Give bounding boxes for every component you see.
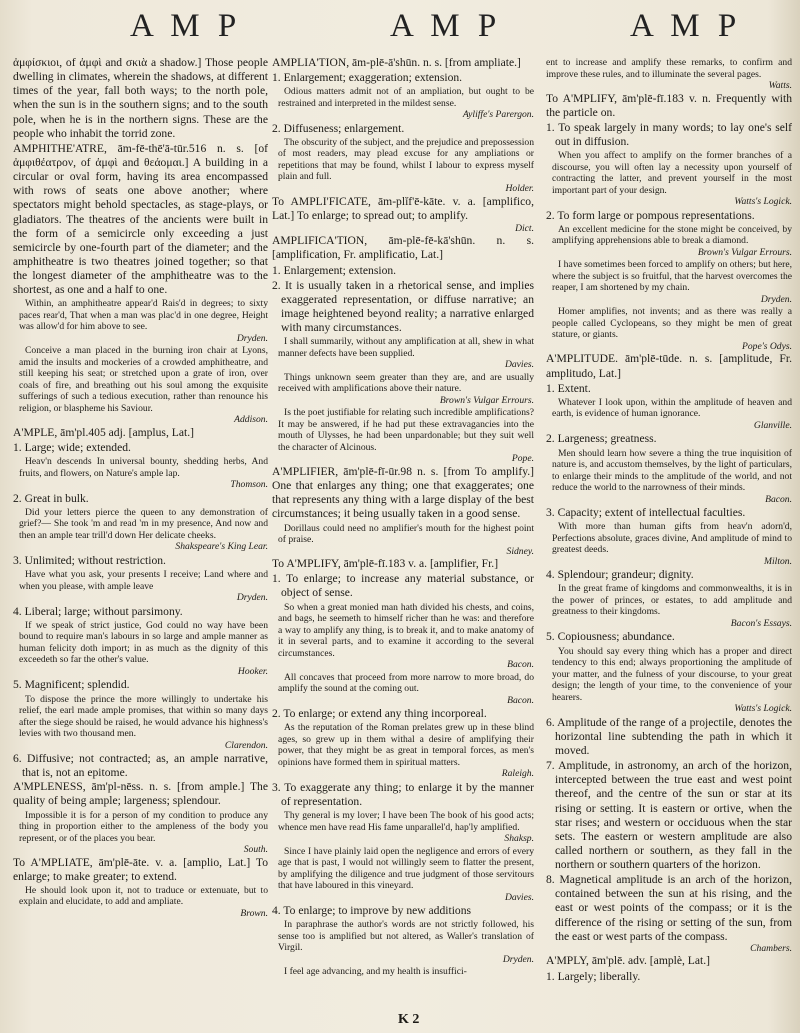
sense: 4. Splendour; grandeur; dignity.: [546, 568, 694, 582]
running-head: [0, 8, 800, 48]
quotation-author: Raleigh.: [501, 768, 534, 780]
sense: 6. Diffusive; not contracted; as, an ample narrative, that is, not an epitome.: [13, 752, 268, 780]
quotation-author: Thomson.: [230, 479, 268, 491]
quotation: So when a great monied man hath divided his chests, and coins, and bags, he seemeth to himself richer than he was: and therefore a way to amplify any thing, is to break it, and to make anatomy of it in several parts, and to examine it according to the several circumstances.: [278, 601, 534, 659]
quotation: I shall summarily, without any amplification at all, shew in what manner defects have been supplied.: [278, 336, 534, 359]
sense: 2. It is usually taken in a rhetorical sense, and implies exaggerated representation, or diffuse narrative; an image heightened beyond reality; a narrative enlarged with many circumstances.: [272, 278, 534, 335]
quotation: Whatever I look upon, within the amplitude of heaven and earth, is evidence of human ignorance.: [552, 396, 792, 420]
sense: 1. To speak largely in many words; to lay one's self out in diffusion.: [546, 120, 792, 148]
sense: 1. To enlarge; to increase any material substance, or object of sense.: [272, 572, 534, 600]
column-right: [546, 56, 792, 984]
quotation: Conceive a man placed in the burning iron chair at Lyons, amid the insults and mockeries of a crowded amphitheatre, and still keeping his seat; or stretched upon a grate of iron, over coals of fire, and breathing out his soul among the exquisite sufferings of such a tedious execution, rather than renounce his religion, or blaspheme his Saviour.: [19, 345, 268, 414]
quotation: Within, an amphitheatre appear'd Rais'd in degrees; to sixty paces rear'd, That when a man was plac'd in one degree, Height was allow'd for him above to see.: [19, 298, 268, 333]
quotation-author: Bacon.: [507, 659, 534, 670]
quotation-author: Davies.: [504, 891, 534, 903]
quotation: Things unknown seem greater than they are, and are usually received with amplifications above their nature.: [278, 371, 534, 395]
sense: 2. Diffuseness; enlargement.: [272, 121, 405, 135]
entry-amplificate: To AMPLI'FICATE, ām-plĭf'ē-kāte. v. a. [amplifico, Lat.] To enlarge; to spread out; to amplify.: [272, 194, 534, 222]
sense: 3. To exaggerate any thing; to enlarge it by the manner of representation.: [272, 780, 534, 808]
sense: 1. Enlargement; exaggeration; extension.: [272, 71, 463, 85]
quotation-author: Dict.: [515, 222, 534, 234]
entry-amply: A'MPLY, ām'plē. adv. [amplè, Lat.]: [546, 954, 711, 968]
sense: 1. Extent.: [546, 381, 591, 395]
sense: 2. Great in bulk.: [13, 491, 89, 505]
quotation: In the great frame of kingdoms and commonwealths, it is in the power of princes, or estates, to add amplitude and greatness to their kingdoms.: [552, 583, 792, 618]
entry-amplifier: A'MPLIFIER, ām'plē-fī-ūr.98 n. s. [from To amplify.] One that enlarges any thing; one that exaggerates; one that represents any thing with a large display of the best circumstances; it being usually taken in a good sense.: [272, 464, 534, 521]
entry-amplify-vn: To A'MPLIFY, ām'plē-fī.183 v. n. Frequently with the particle on.: [546, 91, 792, 119]
running-head-right: A M P: [630, 8, 742, 44]
sense: 7. Amplitude, in astronomy, an arch of the horizon, intercepted between the true east and west point thereof, and the centre of the sun or star at its rising or setting. It is eastern or ortive, when the star rises; and western or occiduous when the star sets. The eastern or western amplitude are also called northern or southern, as they fall in the northern or southern quarters of the horizon.: [546, 759, 792, 872]
quotation: All concaves that proceed from more narrow to more broad, do amplify the sound at the coming out.: [278, 671, 534, 695]
quotation: Men should learn how severe a thing the true inquisition of nature is, and accustom themselves, by the light of particulars, to enlarge their minds to the amplitude of the world, and not reduce the world to the narrowness of their minds.: [552, 447, 792, 494]
quotation: You should say every thing which has a proper and direct tendency to this end; always proportioning the amplitude of your matter, and the fulness of your discourse, to your great design; the length of your time, to the convenience of your hearers.: [552, 645, 792, 703]
quotation: I feel age advancing, and my health is insuffici-: [284, 966, 467, 978]
running-head-left: A M P: [130, 8, 242, 44]
sense: 2. To enlarge; or extend any thing incorporeal.: [272, 707, 487, 721]
quotation: Heav'n descends In universal bounty, shedding herbs, And fruits, and flowers, on Nature's ample lap.: [19, 456, 268, 479]
quotation: When you affect to amplify on the former branches of a discourse, you will often lay a necessity upon yourself of contracting the latter, and prevent yourself in the most important part of your design.: [552, 150, 792, 196]
entry-amplification: AMPLIFICA'TION, ām-plē-fē-kā'shūn. n. s. [amplification, Fr. amplificatio, Lat.]: [272, 234, 534, 262]
entry-ampleness: A'MPLENESS, ām'pl-nēss. n. s. [from ample.] The quality of being ample; largeness; splendour.: [13, 780, 268, 808]
quotation-author: Brown.: [240, 907, 268, 919]
sense: 1. Enlargement; extension.: [272, 263, 397, 277]
quotation-author: Dryden.: [760, 293, 792, 305]
quotation-author: Clarendon.: [224, 739, 268, 751]
quotation: The obscurity of the subject, and the prejudice and prepossession of most readers, may plead excuse for any ampliations or repetitions that may be found, whilst I labour to express myself plain and full.: [278, 136, 534, 183]
quotation: If we speak of strict justice, God could no way have been bound to require man's labours in so large and ample manner as human felicity doth import; in as much as the dignity of this exceedeth so far the other's value.: [19, 619, 268, 666]
quotation-author: Pope.: [511, 453, 534, 465]
sense: 2. To form large or pompous representations.: [546, 208, 755, 222]
sense: 1. Largely; liberally.: [546, 969, 641, 983]
quotation: With more than human gifts from heav'n adorn'd, Perfections absolute, graces divine, And amplitude of mind to greatest deeds.: [552, 521, 792, 556]
quotation: Homer amplifies, not invents; and as there was really a people called Cyclopeans, so they might be men of great stature, or giants.: [552, 306, 792, 341]
entry-ampliate: To A'MPLIATE, ām'plē-āte. v. a. [amplio, Lat.] To enlarge; to make greater; to extend.: [13, 855, 268, 883]
quotation: An excellent medicine for the stone might be conceived, by amplifying apprehensions able to break a diamond.: [552, 223, 792, 247]
quotation-author: Pope's Odys.: [741, 340, 792, 352]
quotation: ent to increase and amplify these remarks, to confirm and improve these rules, and to illuminate the several pages.: [546, 57, 792, 80]
signature-mark: K 2: [398, 1012, 420, 1027]
column-left: [13, 56, 268, 920]
quotation-author: Holder.: [505, 182, 534, 194]
quotation-author: Shaksp.: [504, 833, 534, 845]
quotation-author: Hooker.: [237, 665, 268, 677]
column-middle: [272, 56, 534, 979]
quotation-author: Brown's Vulgar Errours.: [697, 246, 792, 258]
sense: 5. Magnificent; splendid.: [13, 678, 130, 692]
quotation-author: Bacon's Essays.: [730, 617, 792, 629]
quotation: Thy general is my lover; I have been The book of his good acts; whence men have read His fame unparallel'd, hap'ly amplified.: [278, 810, 534, 833]
entry-ampliation: AMPLIA'TION, ām-plē-ā'shūn. n. s. [from ampliate.]: [272, 56, 521, 69]
quotation: To dispose the prince the more willingly to undertake his relief, the earl made ample promises, that within so many days after the siege should be raised, he would advance his highness's levies with two thousand men.: [19, 693, 268, 740]
quotation-author: Watts's Logick.: [734, 703, 792, 715]
sense: 3. Capacity; extent of intellectual faculties.: [546, 506, 746, 520]
running-head-middle: A M P: [390, 8, 502, 44]
sense: 6. Amplitude of the range of a projectile, denotes the horizontal line subtending the path in which it moved.: [546, 715, 792, 757]
quotation: In paraphrase the author's words are not strictly followed, his sense too is amplified but not altered, as Waller's translation of Virgil.: [278, 919, 534, 954]
quotation-author: Watts's Logick.: [734, 196, 792, 208]
quotation: I have sometimes been forced to amplify on others; but here, where the subject is so fruitful, that the harvest overcomes the reaper, I am shortened by my chain.: [552, 259, 792, 294]
quotation-author: Ayliffe's Parergon.: [462, 109, 534, 121]
quotation-author: Chambers.: [750, 942, 792, 954]
quotation-author: Davies.: [504, 359, 534, 371]
quotation: Have what you ask, your presents I receive; Land where and when you please, with ample leave: [19, 569, 268, 592]
sense: 8. Magnetical amplitude is an arch of the horizon, contained between the sun at his rising, and the east or west points of the compass; or it is the difference of the rising or setting of the sun, from the east or west parts of the compass.: [546, 873, 792, 943]
sense: 3. Unlimited; without restriction.: [13, 554, 166, 567]
quotation-author: Sidney.: [506, 545, 534, 557]
quotation-author: Brown's Vulgar Errours.: [439, 394, 534, 406]
quotation: As the reputation of the Roman prelates grew up in these blind ages, so grew up in them withal a desire of amplifying their power, that they might be as great in temporal forces, as men's opinions have formed them in spiritual matters.: [278, 722, 534, 768]
quotation-author: Shakspeare's King Lear.: [175, 541, 268, 553]
entry-ample: A'MPLE, ām'pl.405 adj. [amplus, Lat.]: [13, 425, 194, 439]
sense: 5. Copiousness; abundance.: [546, 630, 675, 644]
entry-amplify-va: To A'MPLIFY, ām'plē-fī.183 v. a. [amplifier, Fr.]: [272, 557, 499, 571]
entry-amplitude: A'MPLITUDE. ām'plē-tūde. n. s. [amplitude, Fr. amplitudo, Lat.]: [546, 352, 792, 380]
quotation-author: Dryden.: [236, 592, 268, 604]
entry-amphitheatre: AMPHITHE'ATRE, ām-fē-thē'ā-tūr.516 n. s. [of ἀμφιθέατρον, of ἀμφὶ and θεάομαι.] A building in a circular or oval form, having its area encompassed with rows of seats one above another; where spectators might behold spectacles, as stage-plays, or gladiators. The theatres of the ancients were built in the form of a semicircle only exceeding a just semicircle by one-fourth part of the diameter; and the amphitheatre is two theatres joined together; so that the longest diameter of the amphitheatre was to the shortest, as one and a half to one.: [13, 141, 268, 297]
quotation-author: Addison.: [234, 414, 268, 426]
quotation-author: Watts.: [768, 80, 792, 91]
entry-text: ἀμφίσκιοι, of ἀμφὶ and σκιὰ a shadow.] Those people dwelling in climates, wherein the shadows, at different times of the year, fall both ways; to the north pole, when the sun is in the southern signs; and to the south pole, when he is in the northern signs. These are the people who inhabit the torrid zone.: [13, 56, 268, 140]
sense: 2. Largeness; greatness.: [546, 432, 657, 446]
quotation: He should look upon it, not to traduce or extenuate, but to explain and elucidate, to add and ampliate.: [19, 884, 268, 908]
quotation-author: Dryden.: [236, 332, 268, 344]
quotation-author: Bacon.: [507, 694, 534, 706]
quotation: Dorillaus could need no amplifier's mouth for the highest point of praise.: [278, 522, 534, 546]
quotation-author: Dryden.: [502, 953, 534, 965]
quotation: Is the poet justifiable for relating such incredible amplifications? It may be answered, if he had put these extravagancies into the mouth of Ulysses, he had been unpardonable; but they suit well the character of Alcinous.: [278, 407, 534, 453]
quotation: Odious matters admit not of an ampliation, but ought to be restrained and interpreted in the mildest sense.: [278, 86, 534, 109]
quotation: Impossible it is for a person of my condition to produce any thing in proportion either to the ampleness of the body you represent, or of the places you bear.: [19, 809, 268, 844]
sense: 4. Liberal; large; without parsimony.: [13, 604, 183, 618]
quotation-author: Glanville.: [753, 419, 792, 431]
quotation: Since I have plainly laid open the negligence and errors of every age that is past, I would not willingly seem to flatter the present, by amplifying the diligence and true judgment of those servitours that have laboured in this vineyard.: [278, 845, 534, 892]
quotation-author: South.: [243, 844, 268, 856]
quotation: Did your letters pierce the queen to any demonstration of grief?— She took 'm and read 'm in my presence, And now and then an ample tear trill'd down Her delicate cheeks.: [19, 506, 268, 541]
sense: 1. Large; wide; extended.: [13, 441, 131, 455]
sense: 4. To enlarge; to improve by new additions: [272, 904, 472, 918]
quotation-author: Milton.: [764, 555, 792, 567]
quotation-author: Bacon.: [765, 493, 792, 505]
